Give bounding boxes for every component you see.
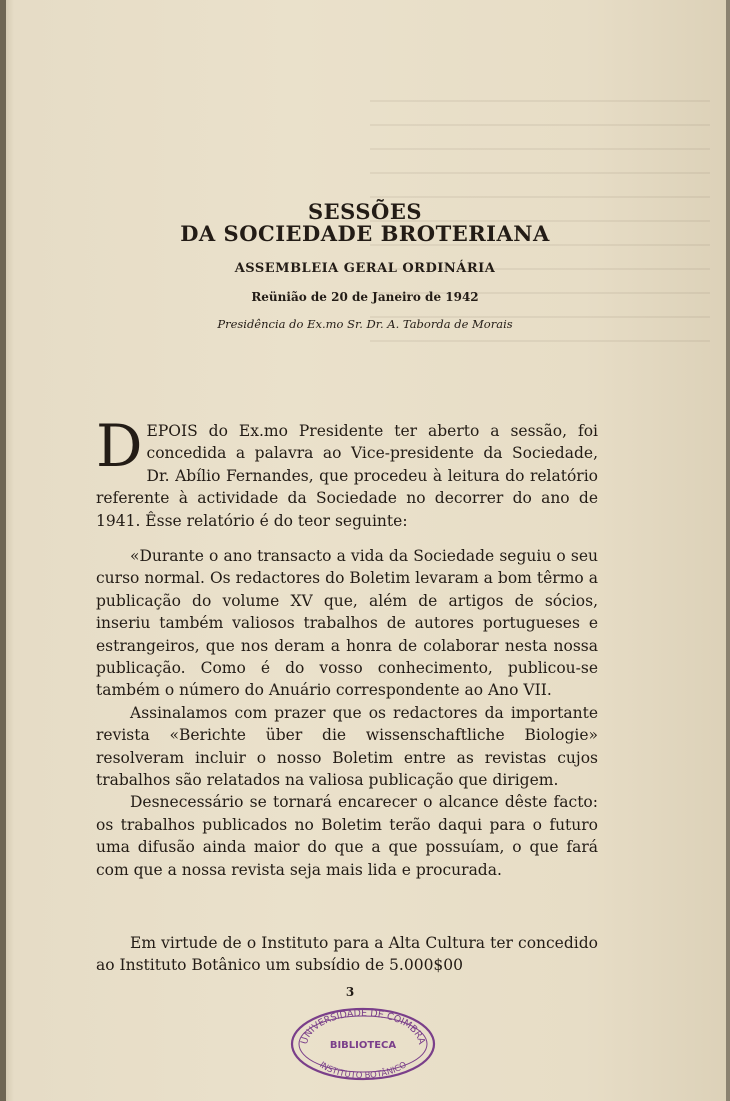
report-paragraph-3: Desnecessário se tornará encarecer o alcance dêste facto: os trabalhos publicados no Boletim terão daqui para o futuro uma difusão ainda maior do que a que possuíam, o que fará com que a nossa revista seja mais lida e procurada.: [96, 793, 598, 879]
stamp-middle-text: BIBLIOTECA: [329, 1040, 397, 1051]
stamp-bottom-text: INSTITUTO BOTÂNICO: [317, 1060, 409, 1082]
section-subtitle: ASSEMBLEIA GERAL ORDINÁRIA: [234, 261, 496, 276]
closing-paragraph-text: Em virtude de o Instituto para a Alta Cultura ter concedido ao Instituto Botânico um subsídio de 5.000$00: [96, 934, 598, 975]
report-paragraph-2: Assinalamos com prazer que os redactores da importante revista «Berichte über die wissenschaftliche Biologie» resolveram incluir o nosso Boletim entre as revistas cujos trabalhos são relatados na valiosa publicação que dirigem.: [96, 703, 598, 790]
opening-paragraph: [96, 412, 598, 532]
page-number: 3: [345, 985, 355, 999]
report-paragraph-1: «Durante o ano transacto a vida da Sociedade seguiu o seu curso normal. Os redactores do Boletim levaram a bom têrmo a publicação do volume XV que, além de artigos de sócios, inseriu também valiosos trabalhos de autores portugueses e estrangeiros, que nos deram a honra de colaborar nesta nossa publicação. Como é do vosso conhecimento, publicou-se também o número do Anuário correspondente ao Ano VII.: [96, 547, 598, 700]
stamp-top-text: UNIVERSIDADE DE COIMBRA: [298, 1007, 427, 1046]
library-stamp: [289, 1006, 437, 1082]
title-line-1: SESSÕES: [307, 199, 422, 224]
drop-cap: D: [96, 412, 143, 480]
meeting-date: Reünião de 20 de Janeiro de 1942: [251, 290, 479, 304]
opening-paragraph-text: EPOIS do Ex.mo Presidente ter aberto a sessão, foi concedida a palavra ao Vice-presidente da Sociedade, Dr. Abílio Fernandes, que procedeu à leitura do relatório referente à actividade da Sociedade no decorrer do ano de 1941. Êsse relatório é do teor seguinte:: [96, 422, 598, 530]
report-quote: [96, 545, 598, 881]
page-right-edge: [726, 0, 730, 1101]
book-spine-edge: [0, 0, 6, 1101]
closing-paragraph: [96, 932, 598, 977]
title-line-2: DA SOCIEDADE BROTERIANA: [180, 221, 550, 246]
presidency-line: Presidência do Ex.mo Sr. Dr. A. Taborda de Morais: [217, 317, 513, 331]
